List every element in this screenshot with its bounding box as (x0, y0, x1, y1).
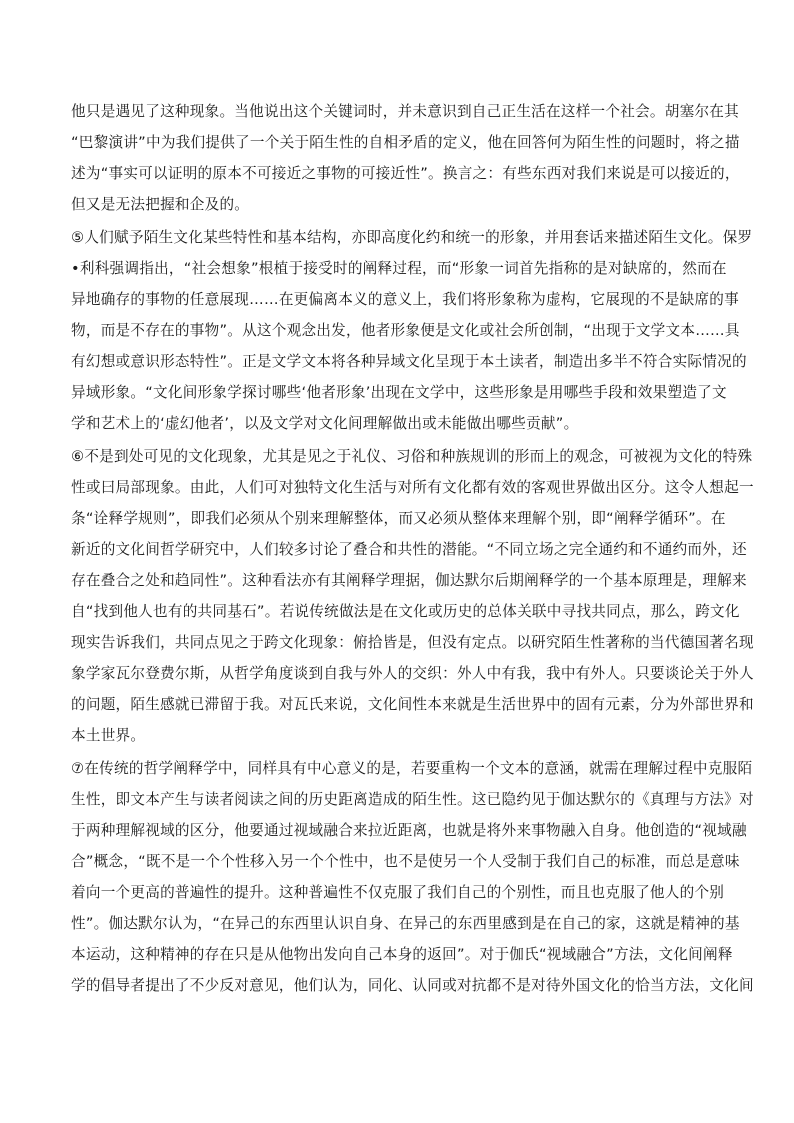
text-line: 于两种理解视域的区分，他要通过视域融合来拉近距离，也就是将外来事物融入自身。他创造的“视域融 (71, 822, 747, 839)
text-line: 自“找到他人也有的共同基石”。若说传统做法是在文化或历史的总体关联中寻找共同点，那么，跨文化 (71, 603, 740, 620)
text-line: 象学家瓦尔登费尔斯，从哲学角度谈到自我与外人的交织：外人中有我，我中有外人。只要谈论关于外人 (71, 665, 754, 682)
text-line: 存在叠合之处和趋同性”。这种看法亦有其阐释学理据，伽达默尔后期阐释学的一个基本原理是，理解来 (71, 572, 747, 589)
text-line: 条“诠释学规则”，即我们必须从个别来理解整体，而又必须从整体来理解个别，即“阐释学循环”。在 (71, 510, 726, 527)
text-line: 异域形象。“文化间形象学探讨哪些‘他者形象’出现在文学中，这些形象是用哪些手段和效果塑造了文 (71, 384, 727, 401)
text-line: 现实告诉我们，共同点见之于跨文化现象：俯拾皆是，但没有定点。以研究陌生性著称的当代德国著名现 (71, 634, 754, 651)
text-line: 性或曰局部现象。由此，人们可对独特文化生活与对所有文化都有效的客观世界做出区分。这令人想起一 (71, 479, 754, 496)
text-line: •利科强调指出，“社会想象”根植于接受时的阐释过程，而“形象一词首先指称的是对缺席的，然而在 (71, 260, 727, 277)
text-line: “巴黎演讲”中为我们提供了一个关于陌生性的自相矛盾的定义，他在回答何为陌生性的问题时，将之描 (71, 134, 740, 151)
text-line: 述为“事实可以证明的原本不可接近之事物的可接近性”。换言之：有些东西对我们来说是可以接近的， (71, 165, 740, 182)
text-line: 本运动，这种精神的存在只是从他物出发向自己本身的返回”。对于伽氏“视域融合”方法，文化间阐释 (71, 946, 733, 963)
text-line: 异地确存的事物的任意展现……在更偏离本义的意义上，我们将形象称为虚构，它展现的不是缺席的事 (71, 291, 739, 308)
paragraph-6-line: ⑥不是到处可见的文化现象，尤其是见之于礼仪、习俗和种族规训的形而上的观念，可被视为文化的特殊 (71, 448, 753, 465)
paragraph-5-line: ⑤人们赋予陌生文化某些特性和基本结构，亦即高度化约和统一的形象，并用套话来描述陌生文化。保罗 (71, 229, 753, 246)
text-line: 生性，即文本产生与读者阅读之间的历史距离造成的陌生性。这已隐约见于伽达默尔的《真理与方法》对 (71, 791, 754, 808)
text-line: 合”概念，“既不是一个个性移入另一个个性中，也不是使另一个人受制于我们自己的标准，而总是意味 (71, 853, 740, 870)
text-line: 学和艺术上的‘虚幻他者’，以及文学对文化间理解做出或未能做出哪些贡献”。 (71, 415, 579, 432)
text-line: 本土世界。 (71, 727, 146, 744)
text-line: 的问题，陌生感就已滞留于我。对瓦氏来说，文化间性本来就是生活世界中的固有元素，分为外部世界和 (71, 696, 754, 713)
paragraph-7-line: ⑦在传统的哲学阐释学中，同样具有中心意义的是，若要重构一个文本的意涵，就需在理解过程中克服陌 (71, 760, 753, 777)
text-line: 物，而是不存在的事物”。从这个观念出发，他者形象便是文化或社会所创制，“出现于文学文本……具 (71, 322, 740, 339)
text-line: 学的倡导者提出了不少反对意见，他们认为，同化、认同或对抗都不是对待外国文化的恰当方法，文化间 (71, 977, 754, 994)
text-line: 但又是无法把握和企及的。 (71, 196, 250, 213)
text-line: 新近的文化间哲学研究中，人们较多讨论了叠合和共性的潜能。“不同立场之完全通约和不通约而外，还 (71, 541, 747, 558)
text-line: 他只是遇见了这种现象。当他说出这个关键词时，并未意识到自己正生活在这样一个社会。胡塞尔在其 (71, 103, 739, 120)
text-line: 性”。伽达默尔认为，“在异己的东西里认识自身、在异己的东西里感到是在自己的家，这就是精神的基 (71, 915, 740, 932)
text-line: 有幻想或意识形态特性”。正是文学文本将各种异域文化呈现于本土读者，制造出多半不符合实际情况的 (71, 353, 747, 370)
text-line: 着向一个更高的普遍性的提升。这种普遍性不仅克服了我们自己的个别性，而且也克服了他人的个别 (71, 884, 725, 901)
